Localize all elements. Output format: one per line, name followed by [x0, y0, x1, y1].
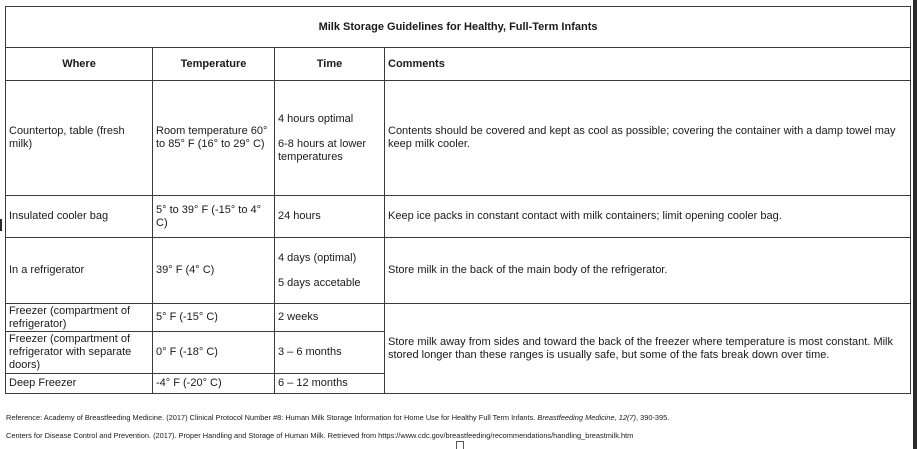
cell-temperature: -4° F (-20° C) — [153, 374, 275, 394]
time-lower-temps: 6-8 hours at lower temperatures — [278, 137, 367, 163]
cell-comments: Contents should be covered and kept as cool as possible; covering the container with a damp towel may keep milk cooler. — [385, 81, 911, 196]
time-optimal: 4 days (optimal) — [278, 251, 357, 264]
cell-time: 2 weeks — [275, 304, 385, 332]
reference-abm — [6, 413, 669, 422]
reference-abm-journal: Breastfeeding Medicine, 12(7) — [537, 413, 637, 422]
reference-abm-pages: , 390-395. — [636, 413, 670, 422]
page-right-edge — [913, 0, 917, 449]
cell-time: 3 – 6 months — [275, 332, 385, 374]
milk-storage-table — [5, 6, 911, 394]
reference-cdc: Centers for Disease Control and Prevention. (2017). Proper Handling and Storage of Human Milk. Retrieved from https://www.cdc.gov/breastfeeding/recommendations/handling_breastmilk.htm — [6, 431, 634, 440]
cell-temperature: Room temperature 60° to 85° F (16° to 29° C) — [153, 81, 275, 196]
cell-comments: Store milk in the back of the main body of the refrigerator. — [385, 238, 911, 304]
header-comments: Comments — [385, 48, 911, 81]
cell-time: 24 hours — [275, 196, 385, 238]
header-where: Where — [6, 48, 153, 81]
cell-temperature: 5° F (-15° C) — [153, 304, 275, 332]
table-title-row — [6, 7, 911, 48]
cell-time — [275, 238, 385, 304]
cell-time — [275, 81, 385, 196]
reference-abm-text: Reference: Academy of Breastfeeding Medicine. (2017) Clinical Protocol Number #8: Human Milk Storage Information for Home Use for Healthy Full Term Infants. — [6, 413, 538, 422]
table-row-cooler-bag — [6, 196, 911, 238]
cell-where: Insulated cooler bag — [6, 196, 153, 238]
table-header-row — [6, 48, 911, 81]
time-optimal: 4 hours optimal — [278, 112, 354, 125]
bottom-edge-handle — [456, 441, 464, 449]
table-row-refrigerator — [6, 238, 911, 304]
left-edge-mark — [0, 219, 2, 231]
cell-where: Countertop, table (fresh milk) — [6, 81, 153, 196]
table-row-countertop — [6, 81, 911, 196]
cell-where: In a refrigerator — [6, 238, 153, 304]
cell-temperature: 0° F (-18° C) — [153, 332, 275, 374]
cell-freezer-comments: Store milk away from sides and toward the back of the freezer where temperature is most constant. Milk stored longer than these ranges is usually safe, but some of the fats break down over time. — [385, 304, 911, 394]
cell-temperature: 5° to 39° F (-15° to 4° C) — [153, 196, 275, 238]
table-title: Milk Storage Guidelines for Healthy, Full-Term Infants — [6, 7, 911, 48]
table-row-freezer-compartment — [6, 304, 911, 332]
cell-comments: Keep ice packs in constant contact with milk containers; limit opening cooler bag. — [385, 196, 911, 238]
time-acceptable: 5 days accetable — [278, 276, 361, 289]
header-time: Time — [275, 48, 385, 81]
cell-where: Freezer (compartment of refrigerator with separate doors) — [6, 332, 153, 374]
cell-time: 6 – 12 months — [275, 374, 385, 394]
cell-where: Deep Freezer — [6, 374, 153, 394]
cell-temperature: 39° F (4° C) — [153, 238, 275, 304]
cell-where: Freezer (compartment of refrigerator) — [6, 304, 153, 332]
header-temperature: Temperature — [153, 48, 275, 81]
page-top-edge — [0, 0, 917, 4]
